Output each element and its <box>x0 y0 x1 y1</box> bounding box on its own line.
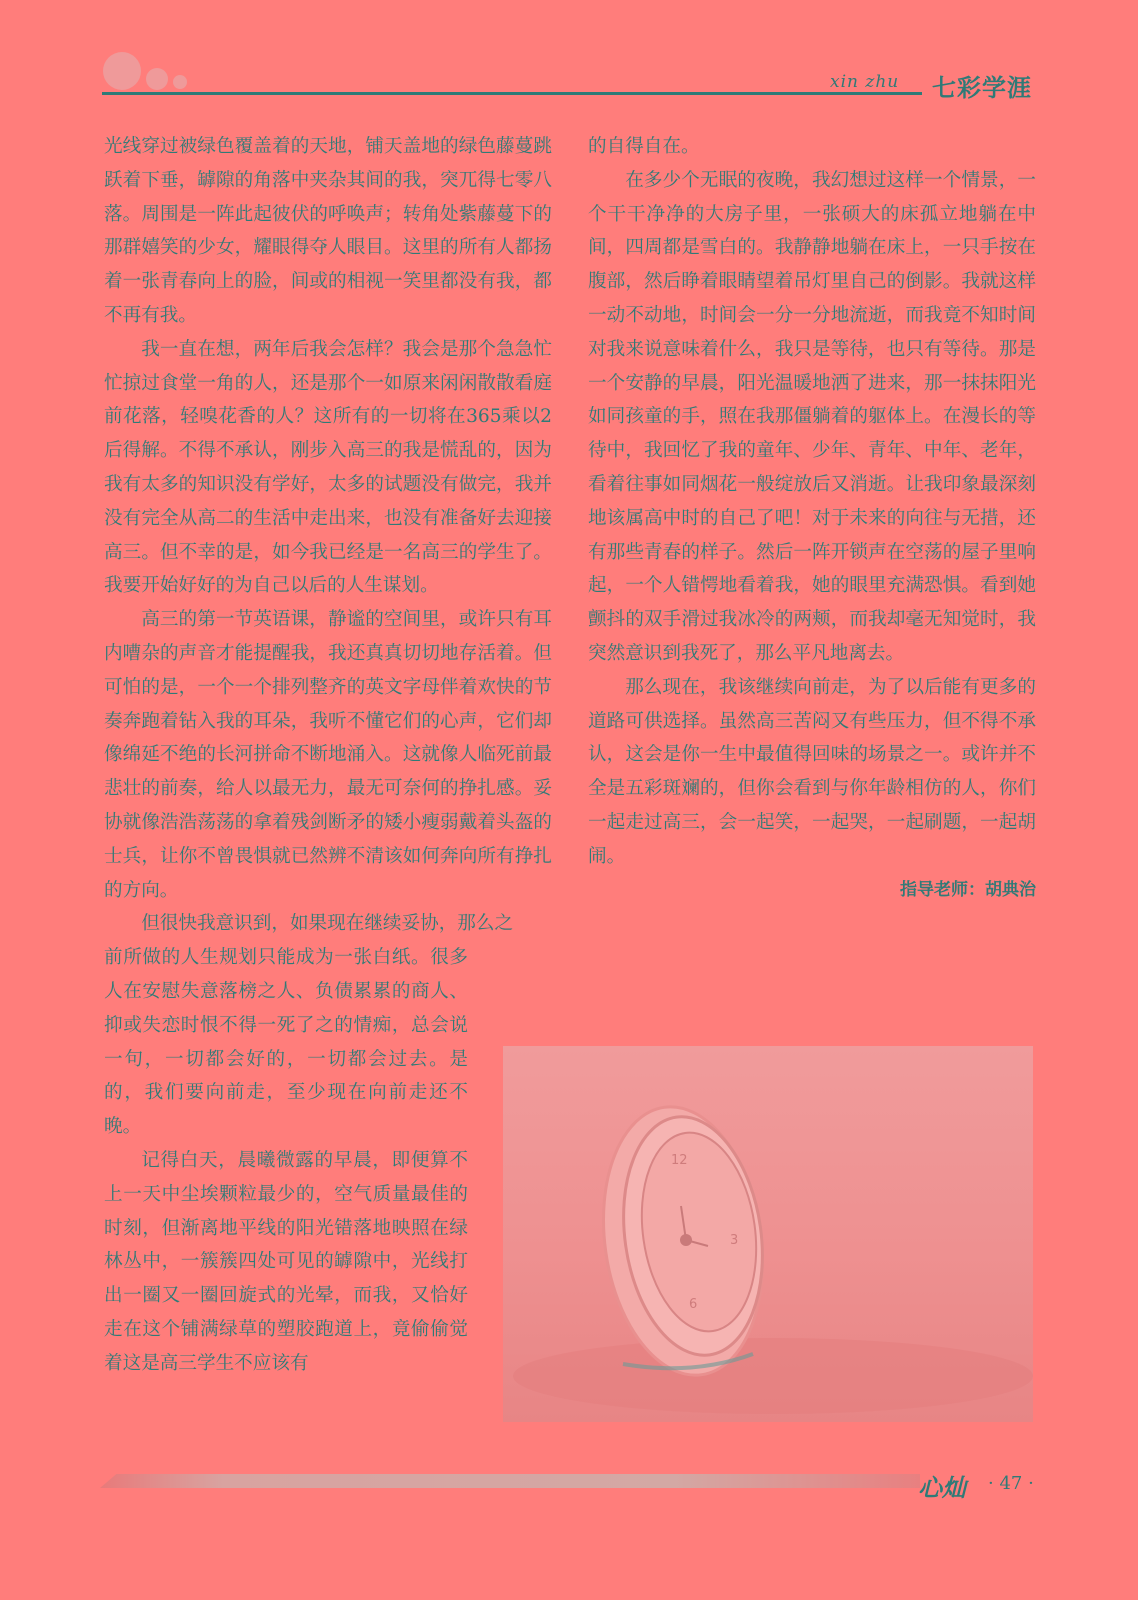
paragraph: 我一直在想，两年后我会怎样？我会是那个急急忙忙掠过食堂一角的人，还是那个一如原来闲闲散散看庭前花落，轻嗅花香的人？这所有的一切将在365乘以2后得解。不得不承认，刚步入高三的我是慌乱的，因为我有太多的知识没有学好，太多的试题没有做完，我并没有完全从高二的生活中走出来，也没有准备好去迎接高三。但不幸的是，如今我已经是一名高三的学生了。我要开始好好的为自己以后的人生谋划。 <box>104 338 552 597</box>
header-decor-circle-large <box>103 52 141 90</box>
article-left-column <box>104 130 552 1380</box>
paragraph: 在多少个无眠的夜晚，我幻想过这样一个情景，一个干干净净的大房子里，一张硕大的床孤立地躺在中间，四周都是雪白的。我静静地躺在床上，一只手按在腹部，然后睁着眼睛望着吊灯里自己的倒影。我就这样一动不动地，时间会一分一分地流逝，而我竟不知时间对我来说意味着什么，我只是等待，也只有等待。那是一个安静的早晨，阳光温暖地洒了进来，那一抹抹阳光如同孩童的手，照在我那僵躺着的躯体上。在漫长的等待中，我回忆了我的童年、少年、青年、中年、老年，看着往事如同烟花一般绽放后又消逝。让我印象最深刻地该属高中时的自己了吧！对于未来的向往与无措，还有那些青春的样子。然后一阵开锁声在空荡的屋子里响起，一个人错愕地看着我，她的眼里充满恐惧。看到她颤抖的双手滑过我冰冷的两颊，而我却毫无知觉时，我突然意识到我死了，那么平凡地离去。 <box>588 169 1036 664</box>
paragraph: 光线穿过被绿色覆盖着的天地，铺天盖地的绿色藤蔓跳跃着下垂，罅隙的角落中夹杂其间的我，突兀得七零八落。周围是一阵此起彼伏的呼唤声；转角处紫藤蔓下的那群嬉笑的少女，耀眼得夺人眼目。这里的所有人都扬着一张青春向上的脸，间或的相视一笑里都没有我，都不再有我。 <box>104 136 552 326</box>
paragraph: 前所做的人生规划只能成为一张白纸。很多人在安慰失意落榜之人、负债累累的商人、抑或失恋时恨不得一死了之的情痴，总会说一句，一切都会好的，一切都会过去。是的，我们要向前走，至少现在向前走还不晚。 <box>104 947 468 1138</box>
header-column-title: 七彩学涯 <box>932 74 1032 102</box>
paragraph: 那么现在，我该继续向前走，为了以后能有更多的道路可供选择。虽然高三苦闷又有些压力，但不得不承认，这会是你一生中最值得回味的场景之一。或许并不全是五彩斑斓的，但你会看到与你年龄相仿的人，你们一起走过高三，会一起笑，一起哭，一起刷题，一起胡闹。 <box>588 676 1036 867</box>
paragraph: 记得白天，晨曦微露的早晨，即便算不上一天中尘埃颗粒最少的，空气质量最佳的时刻，但渐离地平线的阳光错落地映照在绿林丛中，一簇簇四处可见的罅隙中，光线打出一圈又一圈回旋式的光晕，而我，又恰好走在这个铺满绿草的塑胶跑道上，竟偷偷觉着这是高三学生不应该有 <box>104 1149 468 1374</box>
clock-numeral-3: 3 <box>730 1233 739 1248</box>
page-number: · 47 · <box>988 1473 1034 1494</box>
teacher-credit: 指导老师：胡典治 <box>900 879 1036 900</box>
header-decor-circle-medium <box>146 68 168 90</box>
clock-illustration <box>503 1046 1033 1422</box>
footer-bar <box>100 1474 920 1488</box>
paragraph: 高三的第一节英语课，静谧的空间里，或许只有耳内嘈杂的声音才能提醒我，我还真真切切地存活着。但可怕的是，一个一个排列整齐的英文字母伴着欢快的节奏奔跑着钻入我的耳朵，我听不懂它们的心声，它们却像绵延不绝的长河拼命不断地涌入。这就像人临死前最悲壮的前奏，给人以最无力，最无可奈何的挣扎感。妥协就像浩浩荡荡的拿着残剑断矛的矮小瘦弱戴着头盔的士兵，让你不曾畏惧就已然辨不清该如何奔向所有挣扎的方向。 <box>104 609 552 901</box>
clock-numeral-6: 6 <box>689 1297 698 1312</box>
paragraph: 的自得自在。 <box>588 136 700 157</box>
header-decor-circle-small <box>173 75 187 89</box>
header-pinyin: xin zhu <box>830 72 900 92</box>
header-rule <box>102 92 922 95</box>
clock-photo <box>503 1046 1033 1422</box>
paragraph: 但很快我意识到，如果现在继续妥协，那么之 <box>141 913 514 935</box>
article-right-column <box>588 130 1036 907</box>
footer-brand-logo: 心灿 <box>918 1473 966 1502</box>
clock-numeral-12: 12 <box>671 1153 688 1168</box>
